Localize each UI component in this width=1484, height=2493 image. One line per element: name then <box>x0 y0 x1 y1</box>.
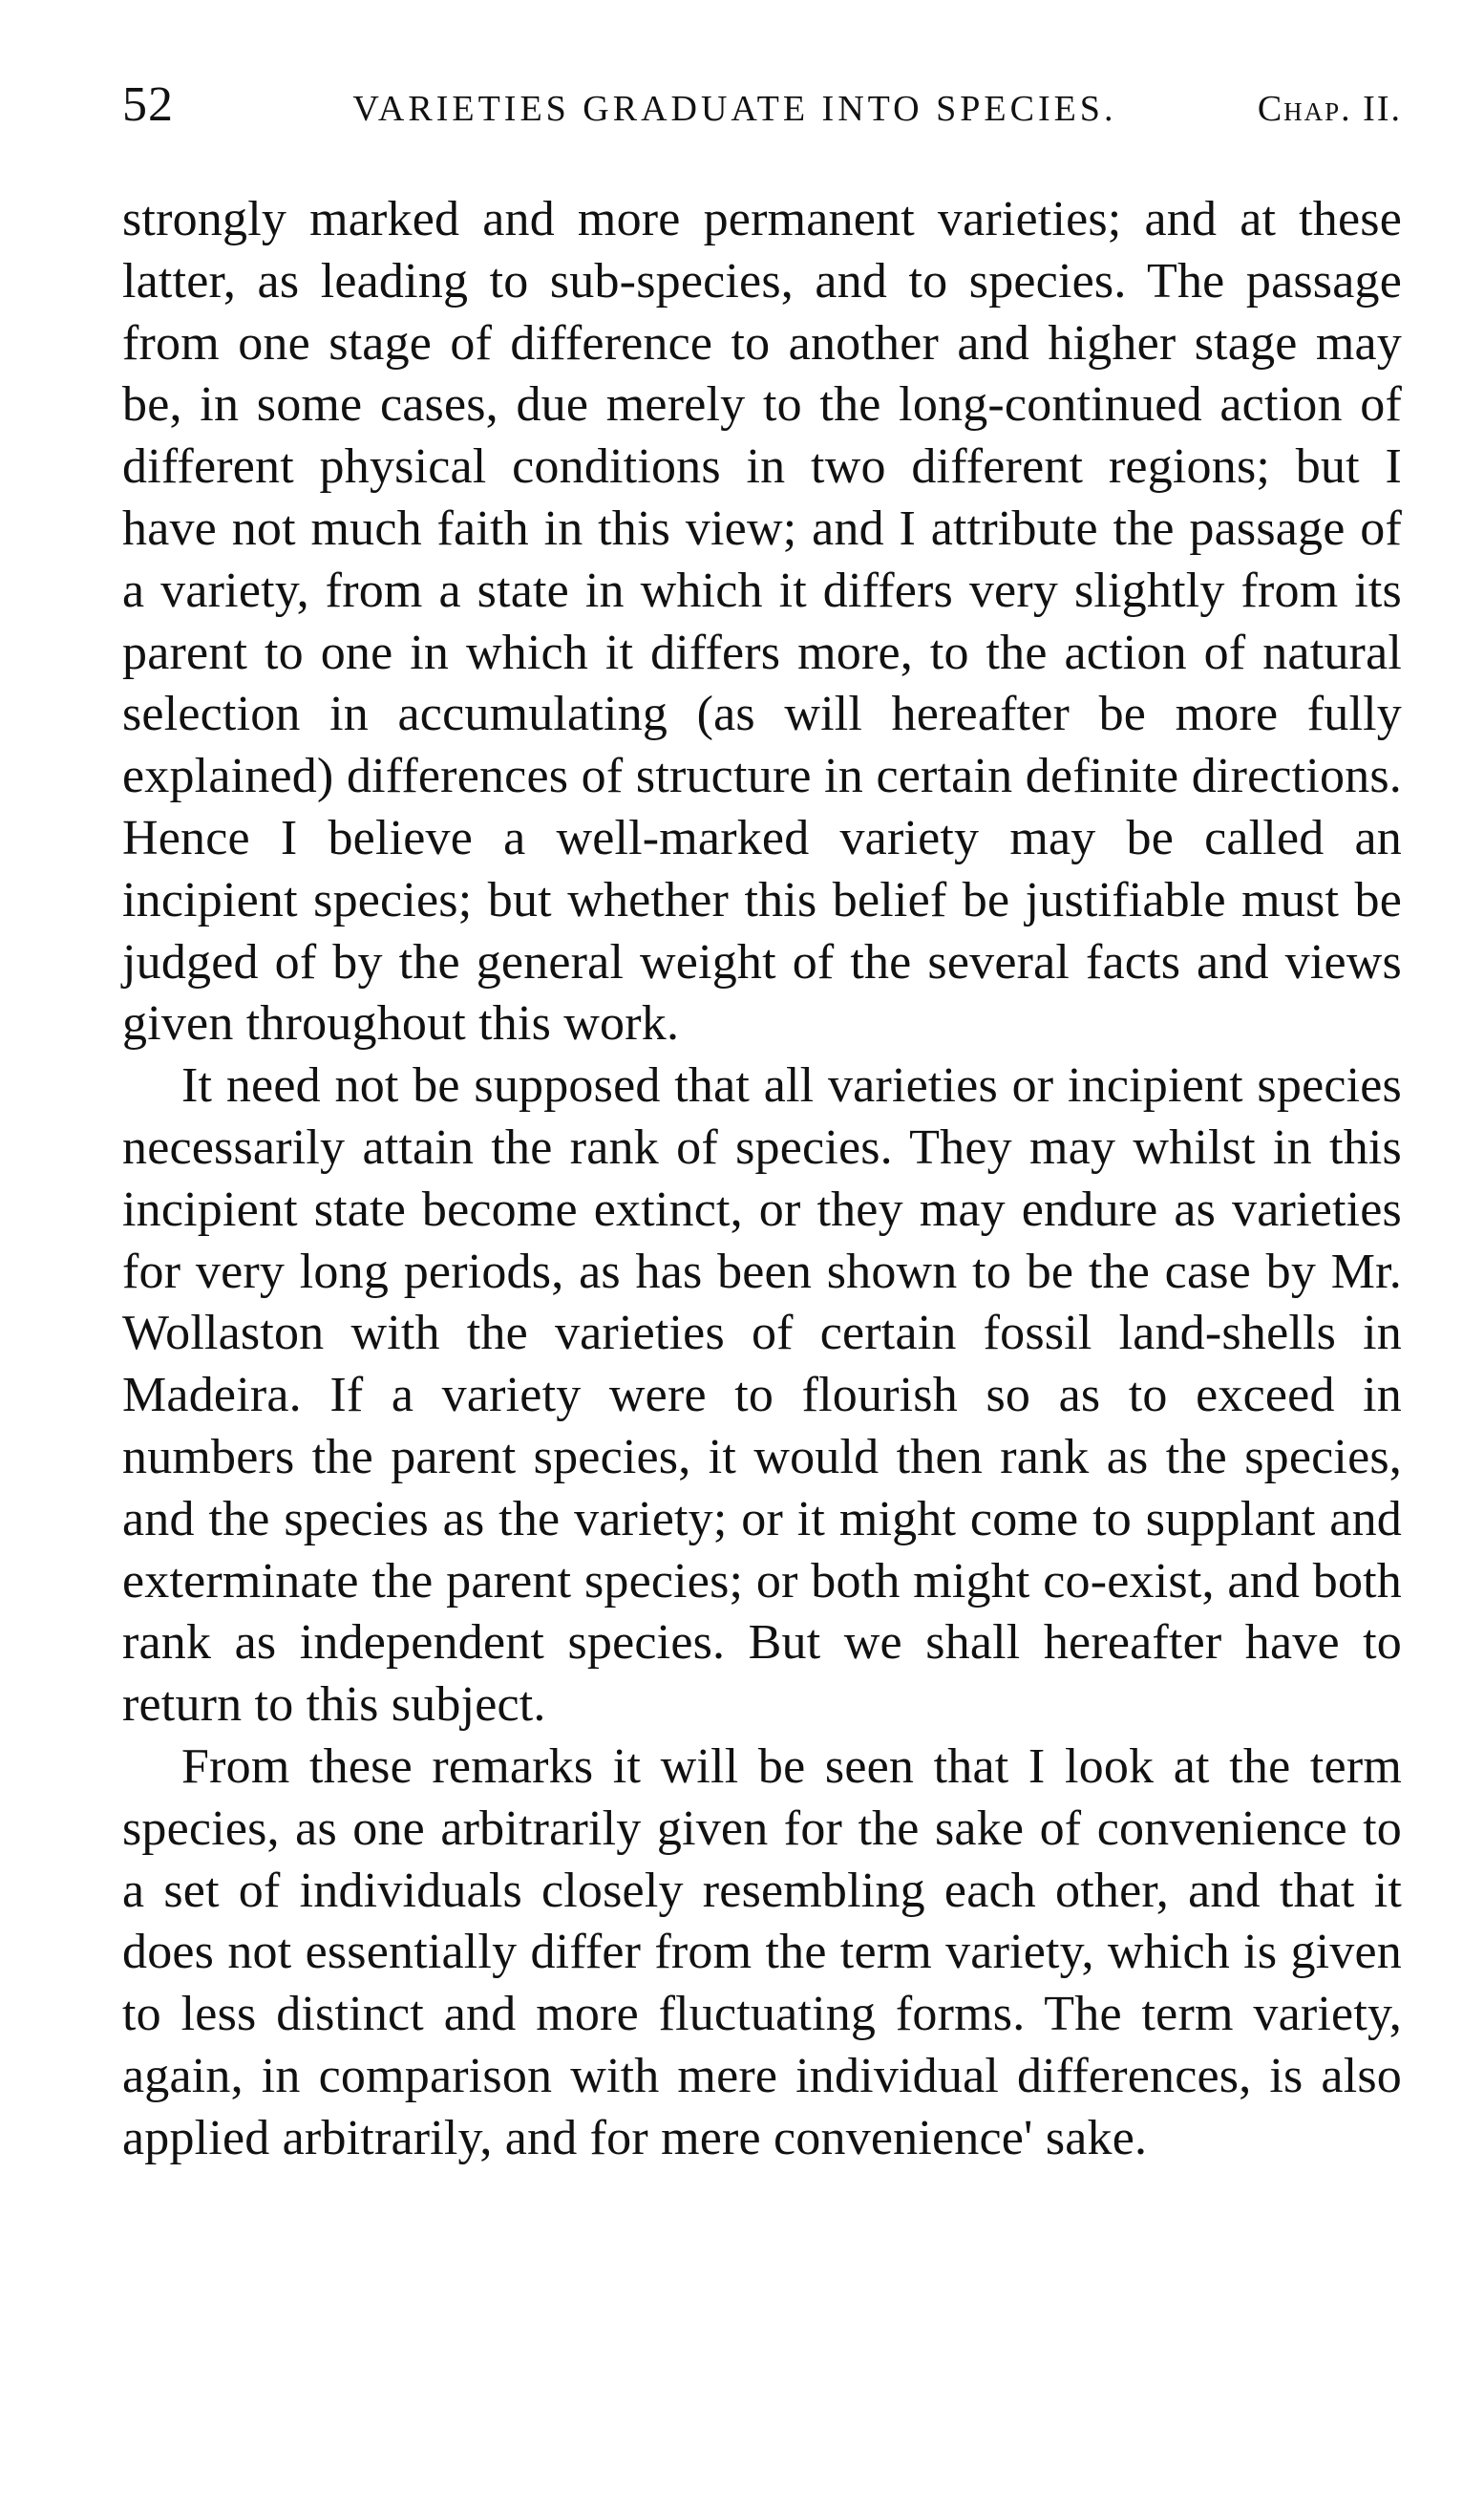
paragraph: It need not be supposed that all varieties or incipient species necessarily attain the rank of species. They may whilst in this incipient state become extinct, or they may endure as varieties for very long periods, as has been shown to be the case by Mr. Wollaston with the varieties of certain fossil land-shells in Madeira. If a variety were to flourish so as to exceed in numbers the parent species, it would then rank as the species, and the species as the variety; or it might come to supplant and exterminate the parent species; or both might co-exist, and both rank as independent species. But we shall hereafter have to return to this subject. <box>122 1058 1402 1733</box>
book-page <box>122 76 1402 2170</box>
chapter-label: Chap. II. <box>1257 89 1402 129</box>
paragraph: From these remarks it will be seen that I look at the term species, as one arbitrarily given for the sake of convenience to a set of individuals closely resembling each other, and that it does not essentially differ from the term variety, which is given to less distinct and more fluctuating forms. The term variety, again, in comparison with mere individual differences, is also applied arbitrarily, and for mere convenience' sake. <box>122 1738 1402 2165</box>
paragraph-continued: strongly marked and more permanent varieties; and at these latter, as leading to sub-species, and to species. The passage from one stage of difference to another and higher stage may be, in some cases, due merely to the long-continued action of different physical conditions in two different regions; but I have not much faith in this view; and I attribute the passage of a variety, from a state in which it differs very slightly from its parent to one in which it differs more, to the action of natural selection in accumulating (as will hereafter be more fully explained) differences of structure in certain definite directions. Hence I believe a well-marked variety may be called an incipient species; but whether this belief be justifiable must be judged of by the general weight of the several facts and views given throughout this work. <box>122 192 1402 1052</box>
running-header <box>122 76 1402 143</box>
body-text <box>122 189 1402 2170</box>
page-number: 52 <box>122 77 174 132</box>
running-title: VARIETIES GRADUATE INTO SPECIES. <box>352 89 1117 129</box>
